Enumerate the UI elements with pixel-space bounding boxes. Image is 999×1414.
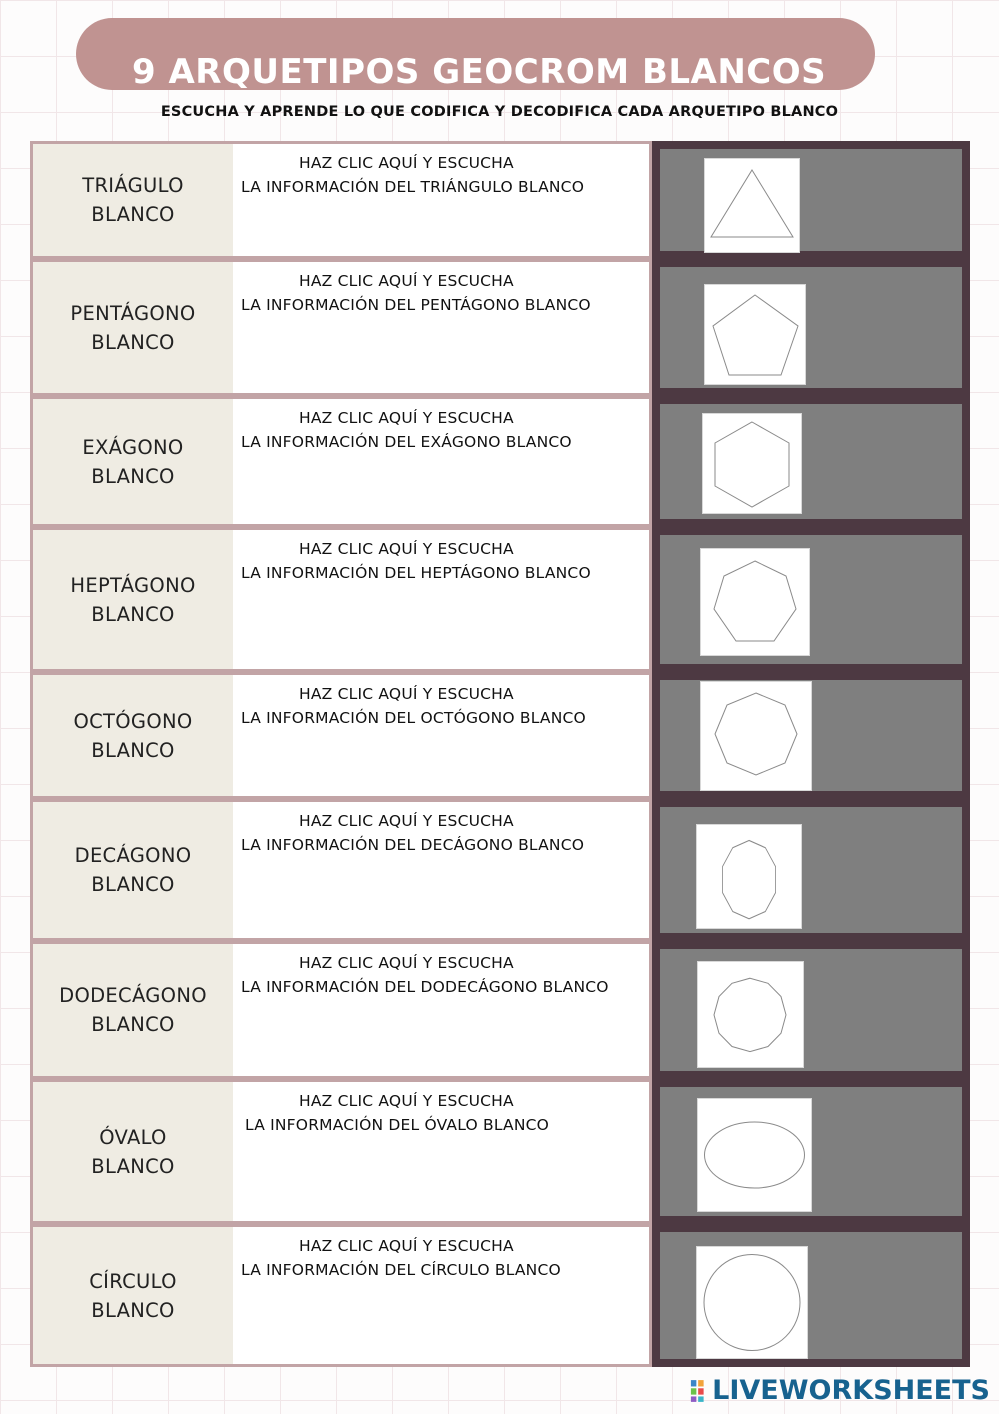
shape-name-cell: PENTÁGONO BLANCO	[30, 259, 236, 396]
audio-link-triangle[interactable]	[233, 141, 652, 259]
info-line-1: HAZ CLIC AQUÍ Y ESCUCHA	[299, 409, 514, 427]
audio-link-decagon[interactable]	[233, 799, 652, 941]
info-line-1: HAZ CLIC AQUÍ Y ESCUCHA	[299, 540, 514, 558]
hexagon-icon	[702, 413, 802, 514]
info-line-1: HAZ CLIC AQUÍ Y ESCUCHA	[299, 954, 514, 972]
info-line-2: LA INFORMACIÓN DEL PENTÁGONO BLANCO	[241, 296, 591, 314]
audio-link-dodecagon[interactable]	[233, 941, 652, 1079]
info-line-2: LA INFORMACIÓN DEL OCTÓGONO BLANCO	[241, 709, 586, 727]
octagon-icon	[700, 681, 812, 791]
shape-image-cell	[652, 1079, 970, 1224]
audio-link-pentagon[interactable]	[233, 259, 652, 396]
page-title: 9 ARQUETIPOS GEOCROM BLANCOS	[132, 52, 827, 92]
info-line-2: LA INFORMACIÓN DEL ÓVALO BLANCO	[245, 1116, 550, 1134]
shape-image-cell	[652, 672, 970, 799]
info-line-1: HAZ CLIC AQUÍ Y ESCUCHA	[299, 154, 514, 172]
shape-name-cell: TRIÁGULO BLANCO	[30, 141, 236, 259]
shape-name-cell: DECÁGONO BLANCO	[30, 799, 236, 941]
shape-image-cell	[652, 141, 970, 259]
liveworksheets-text: LIVEWORKSHEETS	[712, 1375, 990, 1406]
pentagon-icon	[704, 284, 806, 385]
info-line-1: HAZ CLIC AQUÍ Y ESCUCHA	[299, 1092, 514, 1110]
shape-name-cell: HEPTÁGONO BLANCO	[30, 527, 236, 672]
shape-name-cell: ÓVALO BLANCO	[30, 1079, 236, 1224]
info-line-1: HAZ CLIC AQUÍ Y ESCUCHA	[299, 1237, 514, 1255]
triangle-icon	[704, 158, 800, 253]
info-line-2: LA INFORMACIÓN DEL DODECÁGONO BLANCO	[241, 978, 609, 996]
info-line-2: LA INFORMACIÓN DEL EXÁGONO BLANCO	[241, 433, 572, 451]
page-subtitle: ESCUCHA Y APRENDE LO QUE CODIFICA Y DECODIFICA CADA ARQUETIPO BLANCO	[160, 104, 839, 120]
oval-icon	[697, 1098, 812, 1212]
shape-image-cell	[652, 941, 970, 1079]
audio-link-octagon[interactable]	[233, 672, 652, 799]
liveworksheets-logo	[690, 1376, 990, 1406]
circle-icon	[696, 1246, 808, 1359]
heptagon-icon	[700, 548, 810, 656]
shape-image-cell	[652, 799, 970, 941]
info-line-1: HAZ CLIC AQUÍ Y ESCUCHA	[299, 272, 514, 290]
info-line-1: HAZ CLIC AQUÍ Y ESCUCHA	[299, 812, 514, 830]
audio-link-oval[interactable]	[233, 1079, 652, 1224]
audio-link-hexagon[interactable]	[233, 396, 652, 527]
dodecagon-icon	[697, 961, 804, 1068]
shape-image-cell	[652, 396, 970, 527]
info-line-2: LA INFORMACIÓN DEL CÍRCULO BLANCO	[241, 1261, 561, 1279]
shape-image-cell	[652, 527, 970, 672]
shape-name-cell: EXÁGONO BLANCO	[30, 396, 236, 527]
shape-name-cell: OCTÓGONO BLANCO	[30, 672, 236, 799]
info-line-2: LA INFORMACIÓN DEL HEPTÁGONO BLANCO	[241, 564, 591, 582]
shape-name-cell: DODECÁGONO BLANCO	[30, 941, 236, 1079]
shape-name-cell: CÍRCULO BLANCO	[30, 1224, 236, 1367]
audio-link-circle[interactable]	[233, 1224, 652, 1367]
decagon-icon	[696, 824, 802, 929]
audio-link-heptagon[interactable]	[233, 527, 652, 672]
shape-image-cell	[652, 1224, 970, 1367]
shape-image-cell	[652, 259, 970, 396]
liveworksheets-mark-icon	[690, 1378, 708, 1404]
info-line-1: HAZ CLIC AQUÍ Y ESCUCHA	[299, 685, 514, 703]
info-line-2: LA INFORMACIÓN DEL DECÁGONO BLANCO	[241, 836, 585, 854]
info-line-2: LA INFORMACIÓN DEL TRIÁNGULO BLANCO	[241, 178, 585, 196]
